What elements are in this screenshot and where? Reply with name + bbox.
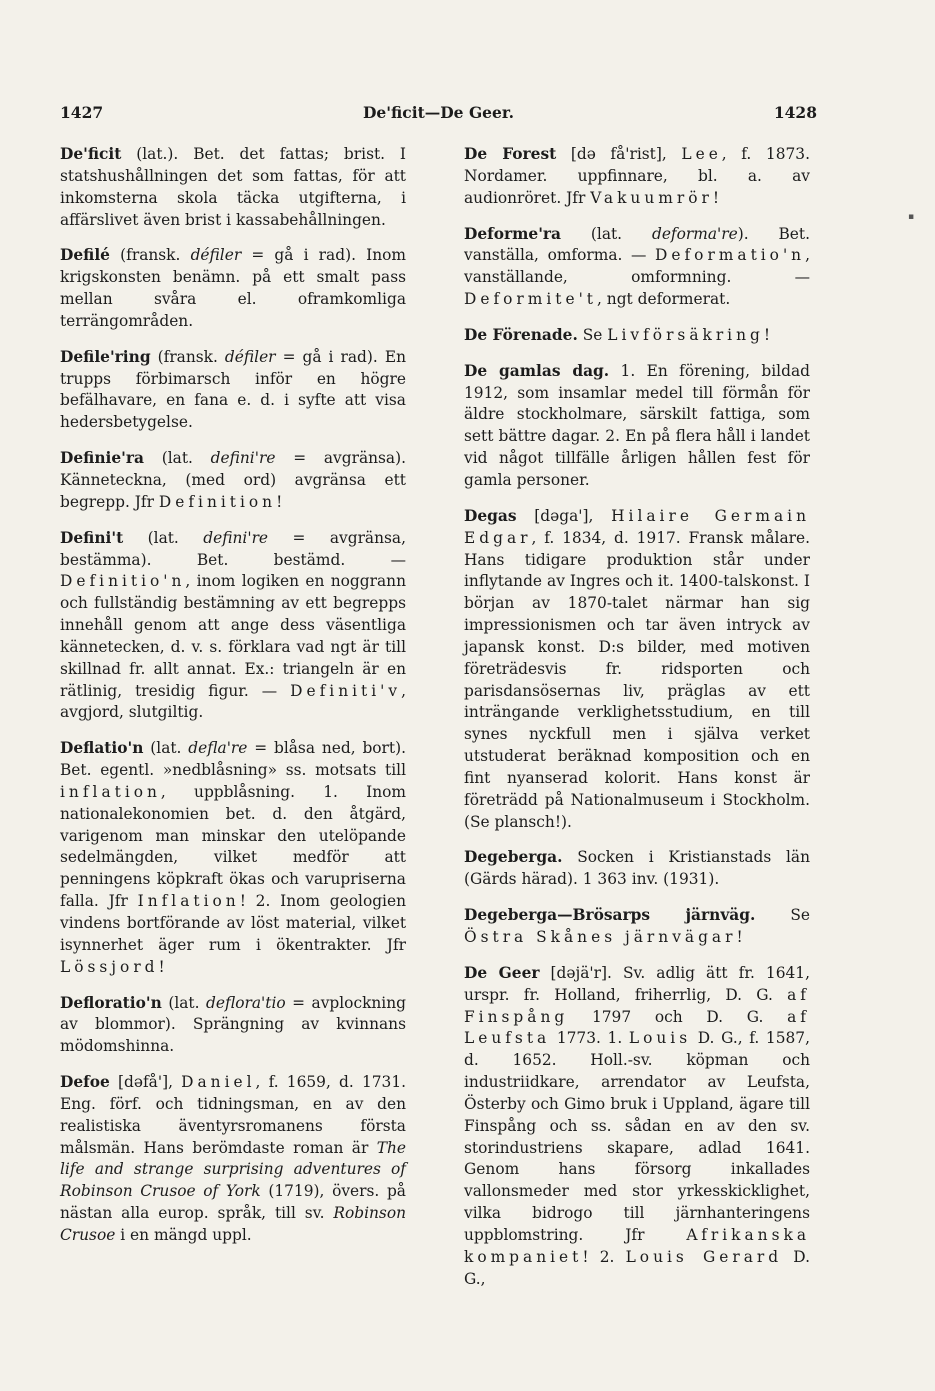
page-number-right: 1428 <box>773 103 817 122</box>
italic-text: défiler <box>190 246 242 265</box>
right-column <box>464 144 810 1305</box>
italic-text: defini're <box>203 528 269 547</box>
italic-text: The life and strange surprising adventures of Robinson Crusoe of York <box>60 1138 406 1201</box>
spaced-reference: inflation <box>60 782 161 801</box>
entry-text: [də få'rist], <box>556 145 682 163</box>
ink-speck: ▪ <box>908 212 915 222</box>
dictionary-entry <box>60 738 406 978</box>
spaced-reference: Deformatio'n <box>655 246 806 265</box>
dictionary-entry <box>60 448 406 514</box>
running-title: De'ficit—De Geer. <box>362 103 515 122</box>
spaced-reference: Hilaire Germain Edgar <box>464 506 810 547</box>
entry-headword: Defile'ring <box>60 347 151 366</box>
entry-text: Se <box>755 906 810 925</box>
entry-text: = avplockning av blommor). Sprängning av kvinnans mödomshinna. <box>60 993 406 1056</box>
italic-text: Robinson Crusoe <box>60 1204 406 1244</box>
entry-headword: Defini't <box>60 528 124 547</box>
dictionary-entry <box>464 325 810 347</box>
entry-headword: Degeberga—Brösarps järnväg. <box>464 906 756 925</box>
entry-text: (lat.). Bet. det fattas; brist. I statshushållningen det som fattas, för att inkomsterna skola täcka utgifterna, i affärslivet även brist i kassabehållningen. <box>60 145 406 229</box>
entry-headword: De Geer <box>464 963 540 982</box>
spaced-reference: Definiti'v <box>290 681 402 700</box>
dictionary-entry <box>464 361 810 492</box>
entry-headword: Degas <box>464 506 517 525</box>
left-column <box>60 144 406 1261</box>
entry-text: = gå i rad). Inom krigskonsten benämn. på ett smalt pass mellan svåra el. oframkomliga terrängområden. <box>60 246 406 330</box>
entry-headword: Definie'ra <box>60 449 144 468</box>
entry-text: ! <box>712 188 720 207</box>
dictionary-entry <box>464 905 810 949</box>
entry-text: (lat. <box>143 739 189 758</box>
entry-text: ! <box>276 492 283 511</box>
entry-headword: De'ficit <box>60 145 122 163</box>
entry-headword: De Forest <box>464 145 557 163</box>
entry-text: = blåsa ned, bort). Bet. egentl. »nedblåsning» ss. motsats till <box>60 739 406 780</box>
spaced-reference: Livförsäkring <box>607 325 764 344</box>
entry-text: , f. 1659, d. 1731. Eng. förf. och tidningsman, en av den realistiska äventyrsromanens första målsmän. Hans berömdaste roman är <box>60 1073 407 1157</box>
spaced-reference: Lössjord <box>60 957 159 976</box>
entry-text: (lat. <box>143 449 211 468</box>
entry-text: ! 2. Inom geologien vindens bortförande av löst material, vilket isynnerhet äger rum i ökentrakter. Jfr <box>60 892 407 954</box>
entry-text: D. G., <box>464 1247 810 1288</box>
entry-text: , inom logiken en noggrann och fullständig bestämning av ett begrepps innehåll genom att ange dess väsentliga kännetecken, d. v. s. förklara vad ngt är till skillnad fr. allt annat. Ex.: triangeln är en rätlinig, tresidig figur. — <box>60 572 406 700</box>
entry-text: D. G., f. 1587, d. 1652. Holl.-sv. köpman och industriidkare, arrendator av Leufsta, Österby och Gimo bruk i Uppland, ägare till Finspång och ss. sådan en av den sv. storindustriens skapare, adlad 1641. Genom hans försorg inkallades vallonsmeder med stor yrkesskicklighet, vilka bidrogo till järnhanteringens uppblomstring. Jfr <box>464 1029 810 1244</box>
spaced-reference: Lee <box>681 145 722 163</box>
italic-text: deflora'tio <box>206 993 286 1012</box>
entry-text: [dəfå'], <box>109 1073 182 1092</box>
spaced-reference: Louis Gerard <box>625 1247 783 1266</box>
entry-headword: Defilé <box>60 246 110 265</box>
entry-text: ). Bet. vanställa, omforma. — <box>464 224 810 265</box>
entry-text: (fransk. <box>150 347 225 366</box>
entry-text: , ngt deformerat. <box>597 290 731 309</box>
dictionary-entry <box>464 847 810 891</box>
entry-text: , uppblåsning. 1. Inom nationalekonomien bet. d. den åtgärd, varigenom man minskar den utelöpande sedelmängden, vilket medför att penningens köpkraft ökas och varupriserna falla. Jfr <box>60 782 406 911</box>
entry-headword: Deforme'ra <box>464 224 562 243</box>
entry-text: [dəjä'r]. Sv. adlig ätt fr. 1641, urspr. fr. Holland, friherrlig, D. G. <box>464 963 810 1004</box>
entry-text: Se <box>577 325 608 344</box>
dictionary-entry <box>464 144 810 210</box>
dictionary-entry <box>60 347 406 434</box>
entry-text: (lat. <box>123 528 204 547</box>
spaced-reference: af Leufsta <box>464 1007 810 1048</box>
italic-text: defla're <box>188 739 248 758</box>
dictionary-entry <box>60 1072 406 1247</box>
italic-text: défiler <box>224 347 276 366</box>
entry-headword: De gamlas dag. <box>464 361 610 380</box>
entry-text: , vanställande, omformning. — <box>464 246 810 287</box>
entry-text: (lat. <box>561 224 652 243</box>
entry-text: 1797 och D. G. <box>568 1007 788 1026</box>
entry-text: (1719), övers. på nästan alla europ. språk, till sv. <box>60 1182 406 1223</box>
entry-text: i en mängd uppl. <box>115 1225 252 1244</box>
entry-text: Socken i Kristianstads län (Gärds härad). 1 363 inv. (1931). <box>464 848 810 889</box>
dictionary-entry <box>464 963 810 1291</box>
spaced-reference: Vakuumrör <box>590 188 713 207</box>
entry-text: , f. 1873. Nordamer. uppfinnare, bl. a. av audionröret. Jfr <box>464 145 810 207</box>
spaced-reference: Deformite't <box>464 290 597 309</box>
entry-text: = gå i rad). En trupps förbimarsch inför en högre befälhavare, en fana e. d. i syfte att visa hedersbetygelse. <box>60 347 406 432</box>
entry-text: (fransk. <box>109 246 191 265</box>
entry-text: ! <box>736 928 743 946</box>
entry-headword: Deflatio'n <box>60 739 144 758</box>
spaced-reference: Afrikanska kompaniet <box>464 1225 810 1266</box>
entry-text: 1. En förening, bildad 1912, som insamlar medel till förmån för äldre stockholmare, särskilt fattiga, som sett bättre dagar. 2. En på flera håll i landet vid något tillfälle årligen hållen fest för gamla personer. <box>464 361 810 489</box>
running-header <box>60 103 817 127</box>
spaced-reference: Definitio'n <box>60 572 186 591</box>
spaced-reference: Inflation <box>137 892 240 911</box>
entry-text: [dəga'], <box>516 506 612 525</box>
spaced-reference: Definition <box>158 492 277 511</box>
entry-headword: De Förenade. <box>464 325 578 344</box>
page-number-left: 1427 <box>60 103 104 122</box>
entry-text: = avgränsa). Känneteckna, (med ord) avgränsa ett begrepp. Jfr <box>60 449 406 511</box>
entry-headword: Degeberga. <box>464 848 563 867</box>
entry-text: , f. 1834, d. 1917. Fransk målare. Hans tidigare produktion står under inflytande av Ingres och it. 1400-talskonst. I början av 1870-talet närmar han sig impressionismen och tar även intryck av japansk konst. D:s bilder, med motiven företrädesvis fr. ridsporten och parisdansösernas liv, präglas av ett inträngande verklighetsstudium, en till synes nyckfull men i själva verket utstuderat beräknad komposition och en fint nyanserad kolorit. Hans konst är företrädd på Nationalmuseum i Stockholm. (Se plansch!). <box>464 528 810 831</box>
entry-text: = avgränsa, bestämma). Bet. bestämd. — <box>60 528 406 569</box>
entry-text: ! <box>763 325 771 344</box>
italic-text: deforma're <box>651 224 738 243</box>
dictionary-entry <box>60 528 406 725</box>
dictionary-entry <box>60 144 406 231</box>
entry-headword: Defoe <box>60 1073 110 1092</box>
dictionary-entry <box>464 506 810 834</box>
spaced-reference: Daniel <box>181 1073 256 1092</box>
dictionary-entry <box>464 224 810 311</box>
dictionary-entry <box>60 993 406 1059</box>
spaced-reference: Louis <box>628 1029 692 1048</box>
entry-text: , avgjord, slutgiltig. <box>60 681 406 722</box>
entry-text: ! 2. <box>582 1247 626 1266</box>
entry-text: 1773. 1. <box>550 1029 629 1048</box>
entry-text: (lat. <box>161 993 206 1012</box>
entry-headword: Defloratio'n <box>60 993 162 1012</box>
dictionary-entry <box>60 245 406 332</box>
entry-text: ! <box>158 957 165 976</box>
spaced-reference: Östra Skånes järnvägar <box>464 928 737 946</box>
spaced-reference: af Finspång <box>464 985 810 1026</box>
italic-text: defini're <box>210 449 276 468</box>
